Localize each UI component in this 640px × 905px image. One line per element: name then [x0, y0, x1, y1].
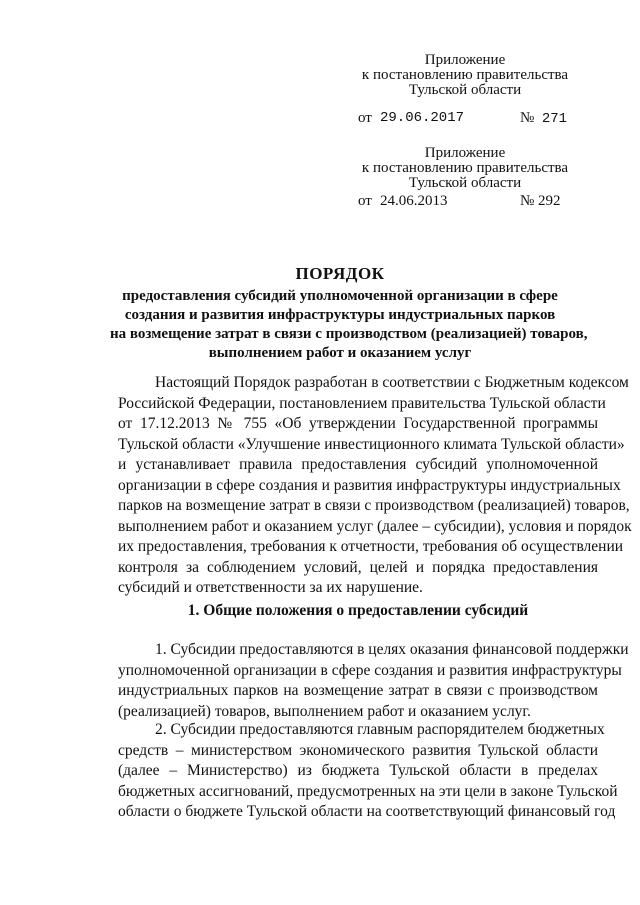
- text-line: средств – министерством экономического развития Тульской области: [118, 741, 598, 759]
- text-line: 1. Субсидии предоставляются в целях оказания финансовой поддержки: [155, 641, 629, 658]
- text-line: их предоставления, требования к отчетности, требования об осуществлении: [118, 538, 624, 555]
- text-line: (реализацией) товаров, выполнением работ и оказанием услуг.: [118, 702, 531, 720]
- resolution-date: 29.06.2017: [380, 110, 465, 126]
- resolution-number: № 271: [520, 110, 568, 127]
- appendix-line: Тульской области: [408, 175, 522, 191]
- document-title: [110, 264, 588, 363]
- title-subtitle: [110, 287, 588, 363]
- appendix-line: Тульской области: [408, 82, 522, 98]
- appendix-current: [340, 53, 590, 98]
- appendix-line: Приложение: [424, 52, 506, 68]
- text-line: уполномоченной организации в сфере создания и развития инфраструктуры: [118, 661, 622, 679]
- text-line: парков на возмещение затрат в связи с производством (реализацией) товаров,: [118, 497, 630, 514]
- point-1-paragraph: [118, 640, 629, 722]
- title-main: ПОРЯДОК: [295, 264, 385, 283]
- text-line: 2. Субсидии предоставляются главным распорядителем бюджетных: [155, 721, 605, 738]
- text-line: (далее – Министерство) из бюджета Тульской области в пределах: [118, 762, 598, 779]
- appendix-original: [340, 146, 590, 191]
- subtitle-line: предоставления субсидий уполномоченной организации в сфере: [122, 288, 558, 304]
- text-line: от 17.12.2013 № 755 «Об утверждении Государственной программы: [118, 415, 598, 432]
- text-line: бюджетных ассигнований, предусмотренных на эти цели в законе Тульской: [118, 782, 618, 800]
- subtitle-line: создания и развития инфраструктуры индустриальных парков: [124, 307, 556, 323]
- resolution-date: 24.06.2013: [380, 193, 448, 209]
- text-line: выполнением работ и оказанием услуг (далее – субсидии), условия и порядок: [118, 517, 632, 535]
- text-line: Настоящий Порядок разработан в соответствии с Бюджетным кодексом: [155, 374, 629, 391]
- date-prefix: от: [358, 110, 372, 126]
- text-line: Российской Федерации, постановлением правительства Тульской области: [118, 394, 606, 412]
- text-line: области о бюджете Тульской области на соответствующий финансовый год: [118, 803, 616, 820]
- text-line: организации в сфере создания и развития инфраструктуры индустриальных: [118, 476, 621, 494]
- appendix-line: к постановлению правительства: [361, 67, 569, 83]
- point-2-paragraph: [118, 720, 618, 823]
- resolution-number: № 292: [520, 193, 561, 209]
- subtitle-line: выполнением работ и оказанием услуг: [208, 345, 472, 361]
- text-line: контроля за соблюдением условий, целей и порядка предоставления: [118, 558, 598, 576]
- appendix-line: Приложение: [424, 145, 506, 161]
- text-line: индустриальных парков на возмещение затрат в связи с производством: [118, 682, 598, 699]
- intro-paragraph: [118, 373, 632, 599]
- text-line: Тульской области «Улучшение инвестиционного климата Тульской области»: [118, 435, 625, 453]
- text-line: и устанавливает правила предоставления субсидий уполномоченной: [118, 456, 598, 473]
- date-prefix: от: [358, 193, 372, 209]
- appendix-line: к постановлению правительства: [361, 160, 569, 176]
- text-line: субсидий и ответственности за их нарушение.: [118, 579, 423, 596]
- section-heading: 1. Общие положения о предоставлении субсидий: [187, 602, 529, 619]
- subtitle-line: на возмещение затрат в связи с производством (реализацией) товаров,: [110, 326, 588, 342]
